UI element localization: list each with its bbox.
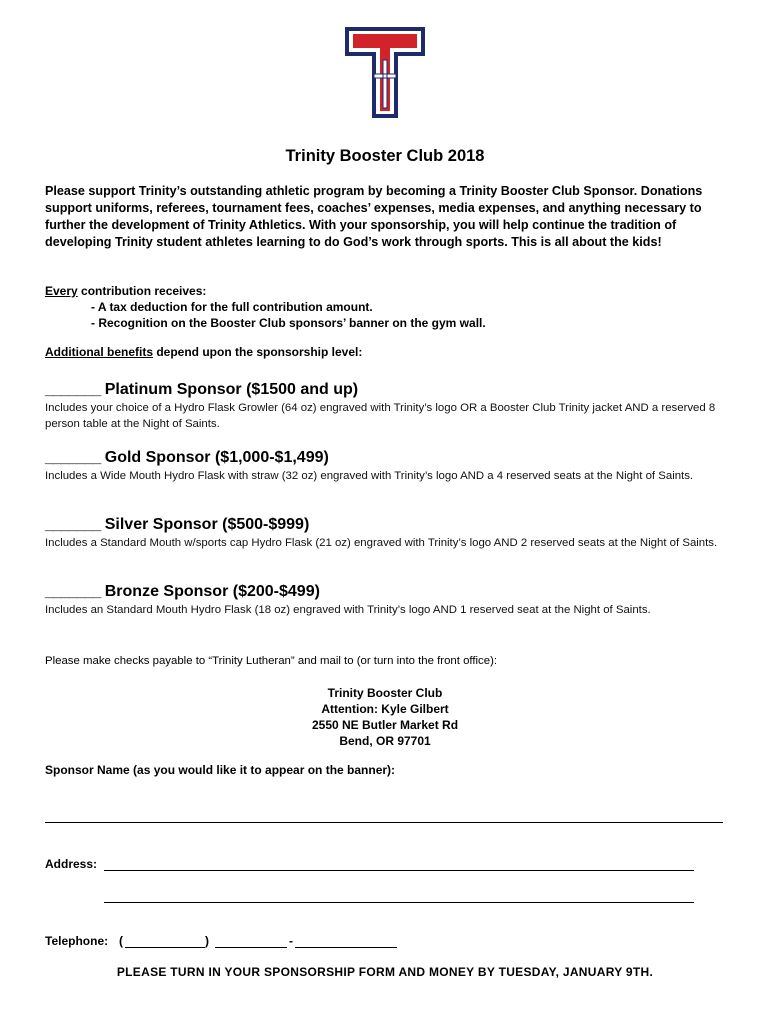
trinity-t-logo-icon [344, 26, 426, 118]
tier-description: Includes a Standard Mouth w/sports cap Hydro Flask (21 oz) engraved with Trinity’s logo AND 2 reserved seats at the Night of Saints. [45, 537, 718, 549]
page-title: Trinity Booster Club 2018 [285, 147, 485, 165]
tier-blank[interactable]: _______ [45, 516, 101, 533]
every-line [45, 283, 725, 299]
tier-title [45, 380, 735, 400]
tier-title [45, 515, 735, 535]
tier-title [45, 448, 735, 468]
sponsor-name-line[interactable] [45, 822, 723, 823]
mailing-address [0, 685, 770, 749]
additional-rest: depend upon the sponsorship level: [153, 345, 363, 359]
mail-line-street: 2550 NE Butler Market Rd [311, 718, 459, 732]
telephone-dash: - [289, 934, 293, 948]
additional-underlined: Additional benefits [45, 345, 153, 359]
address-line-2[interactable] [104, 902, 694, 903]
mail-line-org: Trinity Booster Club [327, 686, 443, 700]
tier-gold [45, 448, 735, 484]
telephone-number-line[interactable] [295, 947, 397, 948]
bullet-tax: - A tax deduction for the full contribution amount. [91, 300, 373, 314]
tier-label: Bronze Sponsor ($200-$499) [100, 583, 320, 600]
tier-label: Gold Sponsor ($1,000-$1,499) [100, 449, 329, 466]
tier-title [45, 582, 735, 602]
mail-line-city: Bend, OR 97701 [339, 734, 431, 748]
tier-description: Includes an Standard Mouth Hydro Flask (18 oz) engraved with Trinity’s logo AND 1 reserved seat at the Night of Saints. [45, 604, 651, 616]
telephone-open-paren: ( [119, 934, 123, 948]
tier-bronze [45, 582, 735, 618]
tier-description: Includes your choice of a Hydro Flask Growler (64 oz) engraved with Trinity’s logo OR a Booster Club Trinity jacket AND a reserved 8 person table at the Night of Saints. [45, 402, 716, 430]
tier-silver [45, 515, 735, 551]
additional-benefits [45, 345, 362, 359]
address-line-1[interactable] [104, 870, 694, 871]
checks-payable-note: Please make checks payable to “Trinity Lutheran” and mail to (or turn into the front office): [45, 655, 498, 667]
telephone-label: Telephone: [45, 934, 109, 948]
contribution-benefits [45, 283, 725, 331]
footer-deadline: PLEASE TURN IN YOUR SPONSORSHIP FORM AND MONEY BY TUESDAY, JANUARY 9TH. [116, 965, 654, 979]
tier-blank[interactable]: _______ [45, 381, 101, 398]
every-word: Every [45, 284, 78, 298]
tier-description: Includes a Wide Mouth Hydro Flask with straw (32 oz) engraved with Trinity’s logo AND a 4 reserved seats at the Night of Saints. [45, 470, 694, 482]
tier-platinum [45, 380, 735, 432]
trinity-logo [344, 26, 426, 118]
mail-line-attention: Attention: Kyle Gilbert [321, 702, 449, 716]
tier-blank[interactable]: _______ [45, 583, 101, 600]
bullet-banner: - Recognition on the Booster Club sponsors’ banner on the gym wall. [91, 316, 486, 330]
tier-blank[interactable]: _______ [45, 449, 101, 466]
tier-label: Silver Sponsor ($500-$999) [100, 516, 310, 533]
sponsor-name-label: Sponsor Name (as you would like it to appear on the banner): [45, 763, 396, 777]
intro-paragraph: Please support Trinity’s outstanding athletic program by becoming a Trinity Booster Club Sponsor. Donations support uniforms, referees, tournament fees, coaches’ expenses, media expenses, and anything necessary to further the development of Trinity Athletics. With your sponsorship, you will help continue the tradition of developing Trinity student athletes learning to do God’s work through sports. This is all about the kids! [45, 184, 703, 249]
address-label: Address: [45, 857, 98, 871]
every-rest: contribution receives: [77, 284, 207, 298]
tier-label: Platinum Sponsor ($1500 and up) [100, 381, 359, 398]
telephone-close-paren: ) [205, 934, 209, 948]
telephone-area-code-line[interactable] [125, 947, 205, 948]
telephone-prefix-line[interactable] [215, 947, 287, 948]
